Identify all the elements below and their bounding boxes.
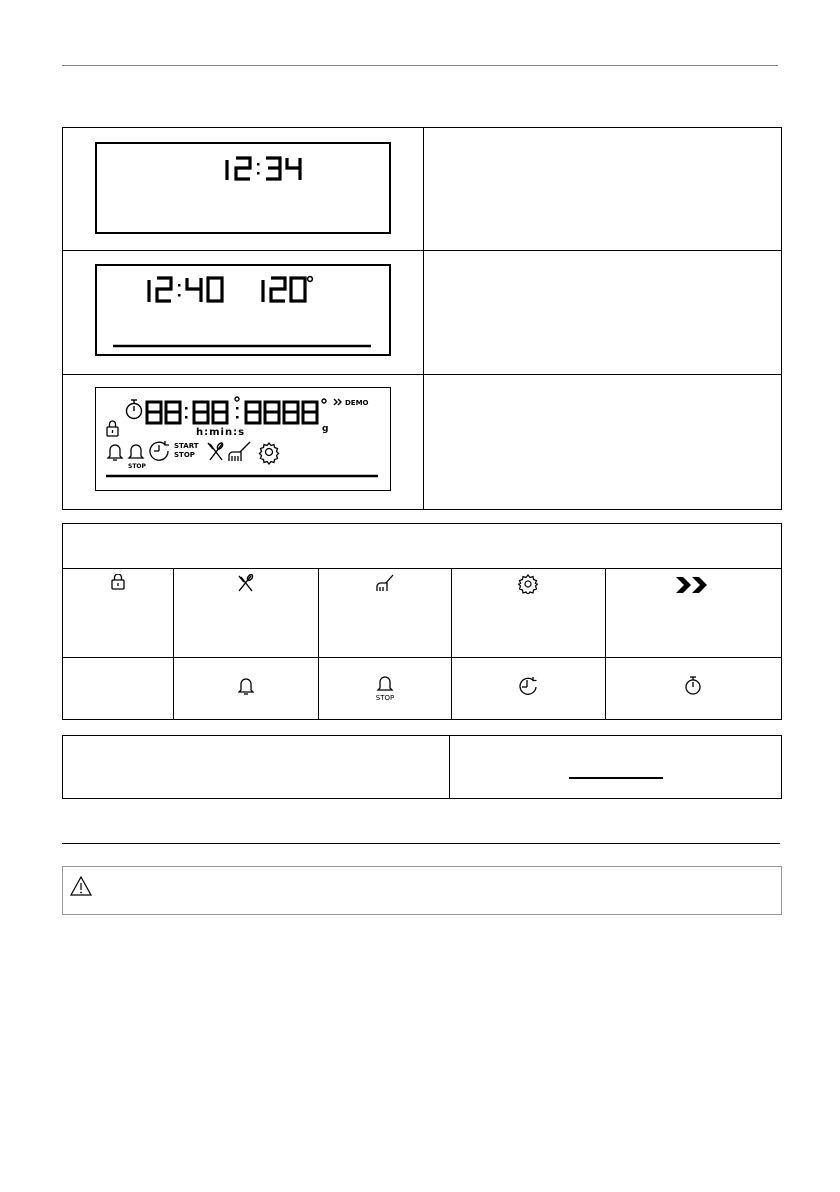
svg-text:STOP: STOP <box>128 463 146 470</box>
bell-stop-icon <box>372 674 398 702</box>
svg-text:g: g <box>322 424 330 434</box>
icon-cell-gear <box>451 574 605 594</box>
display-row-all-segments <box>63 374 781 509</box>
gear-icon <box>518 574 538 594</box>
lock-icon <box>111 574 125 590</box>
icon-cell-stopwatch <box>605 675 781 695</box>
svg-text:STOP: STOP <box>174 451 195 459</box>
warning-triangle-icon <box>70 876 92 896</box>
brush-icon <box>229 442 250 461</box>
icon-cell-brush <box>318 574 451 592</box>
all-segments-display <box>96 388 389 489</box>
svg-text:STOP: STOP <box>375 694 394 702</box>
svg-text:h:min:s: h:min:s <box>196 427 246 438</box>
gear-icon <box>260 443 279 464</box>
utensils-icon <box>238 574 254 592</box>
header-rule <box>62 65 778 66</box>
fast-forward-icon <box>676 577 710 593</box>
section-rule <box>62 843 780 844</box>
clock-digits <box>97 144 389 232</box>
bell-icon <box>238 677 254 695</box>
icon-table <box>62 523 782 720</box>
cooking-digits <box>97 266 389 354</box>
stopwatch-icon <box>127 400 142 419</box>
icon-cell-bell <box>173 677 318 695</box>
display-screen-all-segments <box>95 387 391 491</box>
icon-cell-utensils <box>173 574 318 592</box>
bell-icon <box>108 445 122 460</box>
icon-cell-fast-forward <box>605 577 781 593</box>
display-row-clock <box>63 128 781 251</box>
warning-box <box>62 866 782 915</box>
svg-text:DEMO: DEMO <box>345 399 369 407</box>
clock-start-icon <box>150 441 169 460</box>
icon-cell-lock <box>63 574 173 590</box>
icon-cell-clock-start <box>451 676 605 696</box>
stopwatch-icon <box>684 675 702 695</box>
clock-start-icon <box>518 676 538 696</box>
icon-cell-bell-stop <box>318 674 451 702</box>
display-row-cooking <box>63 250 781 375</box>
display-screen-clock <box>95 142 391 234</box>
lock-icon <box>107 421 118 436</box>
svg-text:START: START <box>174 442 199 450</box>
display-screen-cooking <box>95 264 391 356</box>
fast-forward-icon <box>334 399 341 405</box>
display-table <box>62 127 782 510</box>
bar-indicator <box>569 777 663 779</box>
bell-stop-icon <box>129 445 143 458</box>
brush-icon <box>376 574 394 592</box>
bar-indicator-table <box>62 735 782 799</box>
utensils-icon <box>208 442 224 460</box>
